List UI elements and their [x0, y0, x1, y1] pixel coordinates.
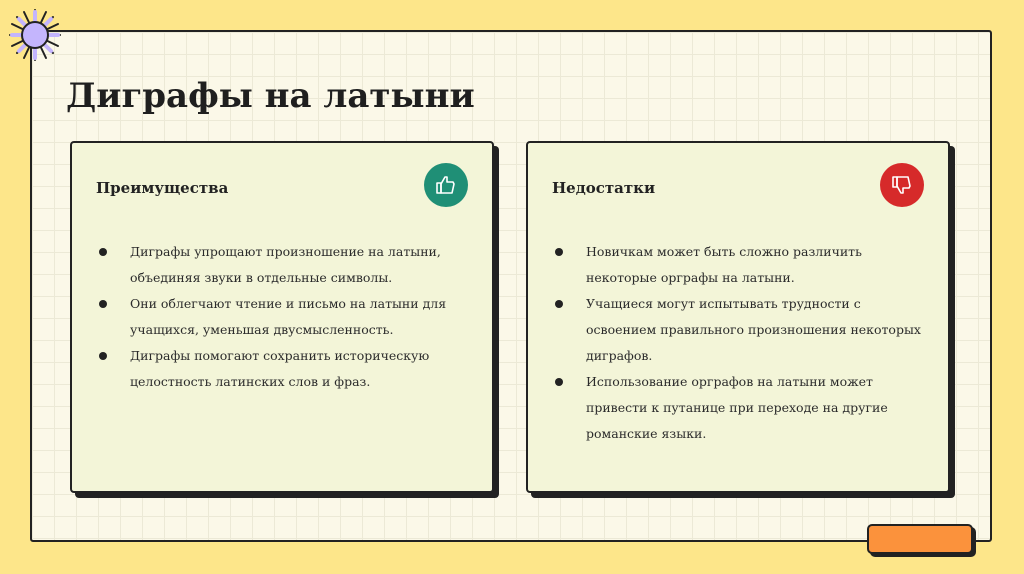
thumbs-down-icon [880, 163, 924, 207]
page-title: Диграфы на латыни [66, 76, 475, 116]
list-item: Они облегчают чтение и письмо на латыни для учащихся, уменьшая двусмысленность. [96, 291, 478, 343]
list-item: Диграфы помогают сохранить историческую целостность латинских слов и фраз. [96, 343, 478, 395]
list-item: Новичкам может быть сложно различить некоторые орграфы на латыни. [552, 239, 934, 291]
decorative-orange-button [867, 524, 973, 554]
advantages-list [96, 239, 478, 395]
disadvantages-card [526, 141, 950, 493]
thumbs-up-icon [424, 163, 468, 207]
starburst-decoration-icon [6, 6, 64, 64]
list-item: Диграфы упрощают произношение на латыни, объединяя звуки в отдельные символы. [96, 239, 478, 291]
disadvantages-list [552, 239, 934, 447]
disadvantages-heading: Недостатки [552, 179, 656, 197]
list-item: Использование орграфов на латыни может привести к путанице при переходе на другие романские языки. [552, 369, 934, 447]
advantages-card [70, 141, 494, 493]
advantages-heading: Преимущества [96, 179, 229, 197]
list-item: Учащиеся могут испытывать трудности с освоением правильного произношения некоторых диграфов. [552, 291, 934, 369]
